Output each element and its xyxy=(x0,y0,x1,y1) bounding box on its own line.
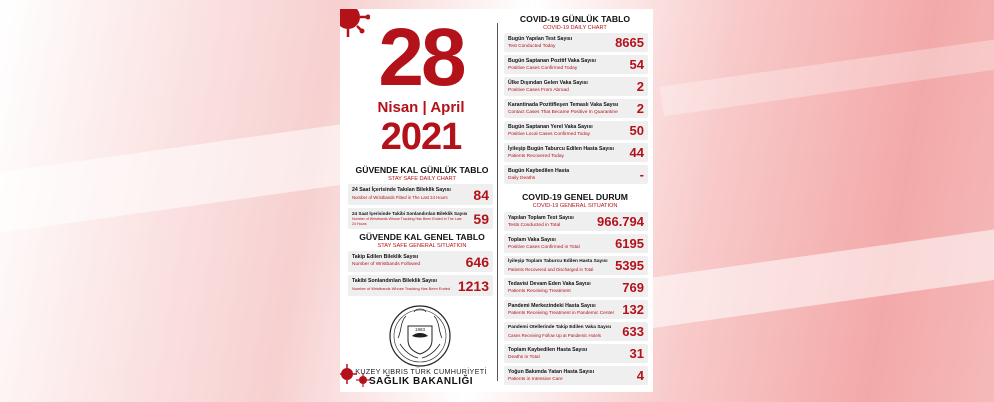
row-label: Pandemi Merkezindeki Hasta Sayısı xyxy=(508,303,596,309)
row-sublabel: Deaths in Total xyxy=(508,355,540,360)
row-label: Takip Edilen Bileklik Sayısı xyxy=(352,254,419,260)
date-day: 28 xyxy=(378,12,464,103)
covid-daily-row xyxy=(504,77,648,96)
row-value: 59 xyxy=(473,211,489,227)
covid-daily-row xyxy=(504,33,648,52)
row-label: Yoğun Bakımda Yatan Hasta Sayısı xyxy=(508,369,595,375)
covid-daily-row xyxy=(504,165,648,184)
covid-general-row xyxy=(504,344,648,363)
row-value: 4 xyxy=(636,368,644,383)
row-value: 84 xyxy=(473,187,489,203)
ministry-country-line: KUZEY KIBRIS TÜRK CUMHURİYETİ xyxy=(355,367,487,376)
row-value: 2 xyxy=(636,79,644,94)
row-value: 132 xyxy=(622,302,644,317)
row-sublabel: Test Conducted Today xyxy=(508,44,556,49)
row-sublabel: Contact Cases That Became Positive In Quarantine xyxy=(508,110,618,115)
row-label: Bugün Saptanan Yerel Vaka Sayısı xyxy=(508,124,593,130)
row-value: 1213 xyxy=(457,278,489,294)
date-month: Nisan | April xyxy=(377,99,465,116)
row-sublabel: Number of Wristbands Whose Tracking Has Been Ended In The Last 24 Hours xyxy=(352,217,462,226)
row-sublabel: Positive Cases Confirmed Today xyxy=(508,66,578,71)
covid-general-row xyxy=(504,212,648,231)
row-sublabel: Patients Recovered Today xyxy=(508,154,564,159)
row-label: Toplam Vaka Sayısı xyxy=(508,237,556,243)
row-value: 646 xyxy=(465,254,489,270)
row-label: İyileşip Bugün Taburcu Edilen Hasta Sayısı xyxy=(508,146,614,152)
stay-safe-daily-row xyxy=(348,208,493,229)
row-sublabel: Patients Recovered and Discharged in Total xyxy=(508,267,594,272)
row-label: İyileşip Toplam Taburcu Edilen Hasta Sayısı xyxy=(508,259,608,264)
stay-safe-general-title: GÜVENDE KAL GENEL TABLO xyxy=(359,232,485,242)
row-sublabel: Daily Deaths xyxy=(508,176,536,181)
covid-daily-row xyxy=(504,99,648,118)
row-sublabel: Positive Cases From Abroad xyxy=(508,88,569,93)
stay-safe-daily-row xyxy=(348,184,493,205)
infographic-poster xyxy=(340,9,653,392)
covid-daily-row xyxy=(504,121,648,140)
row-value: 633 xyxy=(622,324,644,339)
covid-general-row xyxy=(504,256,648,275)
row-label: Yapılan Toplam Test Sayısı xyxy=(508,215,574,221)
covid-general-row xyxy=(504,366,648,385)
covid-general-row xyxy=(504,300,648,319)
stay-safe-daily-title: GÜVENDE KAL GÜNLÜK TABLO xyxy=(355,165,489,175)
row-label: Bugün Saptanan Pozitif Vaka Sayısı xyxy=(508,58,596,64)
covid-general-title: COVID-19 GENEL DURUM xyxy=(522,192,628,202)
covid-general-subtitle: COVID-19 GENERAL SITUATION xyxy=(532,203,618,209)
row-sublabel: Positive Local Cases Confirmed Today xyxy=(508,132,591,137)
covid-daily-row xyxy=(504,143,648,162)
row-value: 966.794 xyxy=(597,214,644,229)
row-label: Tedavisi Devam Eden Vaka Sayısı xyxy=(508,281,591,287)
stay-safe-general-row xyxy=(348,275,493,296)
emblem-year: 1983 xyxy=(414,327,426,332)
row-sublabel: Patients in Intensive Care xyxy=(508,377,563,382)
row-value: 5395 xyxy=(615,258,644,273)
row-sublabel: Patients Receiving Treatment xyxy=(508,289,571,294)
row-sublabel: Number of Wristbands Fitted in The Last 24 Hours xyxy=(352,195,448,200)
row-value: 2 xyxy=(636,101,644,116)
covid-general-row xyxy=(504,322,648,341)
row-label: Bugün Yapılan Test Sayısı xyxy=(508,36,573,42)
row-sublabel: Number of Wristbands Whose Tracking Has Been Ended xyxy=(352,286,451,291)
background-stripe xyxy=(0,122,362,237)
row-sublabel: Patients Receiving Treatment in Pandemic Center xyxy=(508,311,615,316)
row-value: - xyxy=(639,167,644,182)
row-label: Takibi Sonlandırılan Bileklik Sayısı xyxy=(352,278,437,284)
covid-daily-subtitle: COVID-19 DAILY CHART xyxy=(543,25,607,31)
row-value: 6195 xyxy=(615,236,644,251)
stay-safe-daily-subtitle: STAY SAFE DAILY CHART xyxy=(388,176,456,182)
background-stripe xyxy=(639,221,994,329)
covid-daily-row xyxy=(504,55,648,74)
row-value: 769 xyxy=(622,280,644,295)
row-value: 8665 xyxy=(615,35,644,50)
row-sublabel: Number of Wristbands Followed xyxy=(352,262,421,267)
covid-general-row xyxy=(504,234,648,253)
state-emblem-icon xyxy=(388,304,452,368)
row-label: Bugün Kaybedilen Hasta xyxy=(508,168,570,174)
covid-daily-title: COVID-19 GÜNLÜK TABLO xyxy=(519,14,631,24)
row-label: Toplam Kaybedilen Hasta Sayısı xyxy=(508,347,588,353)
row-label: Ülke Dışından Gelen Vaka Sayısı xyxy=(508,80,588,86)
row-label: 24 Saat İçerisinde Takibi Sonlandırılan Bileklik Sayısı xyxy=(352,211,468,216)
row-label: 24 Saat İçerisinde Takılan Bileklik Sayısı xyxy=(352,187,451,193)
row-sublabel: Tests Conducted in Total xyxy=(508,223,561,228)
row-label: Pandemi Otellerinde Takip Edilen Vaka Sayısı xyxy=(508,325,612,330)
row-sublabel: Positive Cases Confirmed in Total xyxy=(508,245,580,250)
row-value: 44 xyxy=(629,145,644,160)
column-divider xyxy=(497,23,498,381)
row-label: Karantinada Pozitifleşen Temaslı Vaka Sayısı xyxy=(508,102,619,108)
background-stripe xyxy=(660,34,994,117)
row-sublabel: Cases Receiving Follow Up at Pandemic Hotels xyxy=(508,333,601,338)
date-year: 2021 xyxy=(380,116,462,158)
ministry-name: SAĞLIK BAKANLIĞI xyxy=(368,376,474,387)
row-value: 31 xyxy=(629,346,644,361)
stay-safe-general-row xyxy=(348,251,493,272)
row-value: 50 xyxy=(629,123,644,138)
row-value: 54 xyxy=(629,57,644,72)
stay-safe-general-subtitle: STAY SAFE GENERAL SITUATION xyxy=(377,243,467,249)
covid-general-row xyxy=(504,278,648,297)
